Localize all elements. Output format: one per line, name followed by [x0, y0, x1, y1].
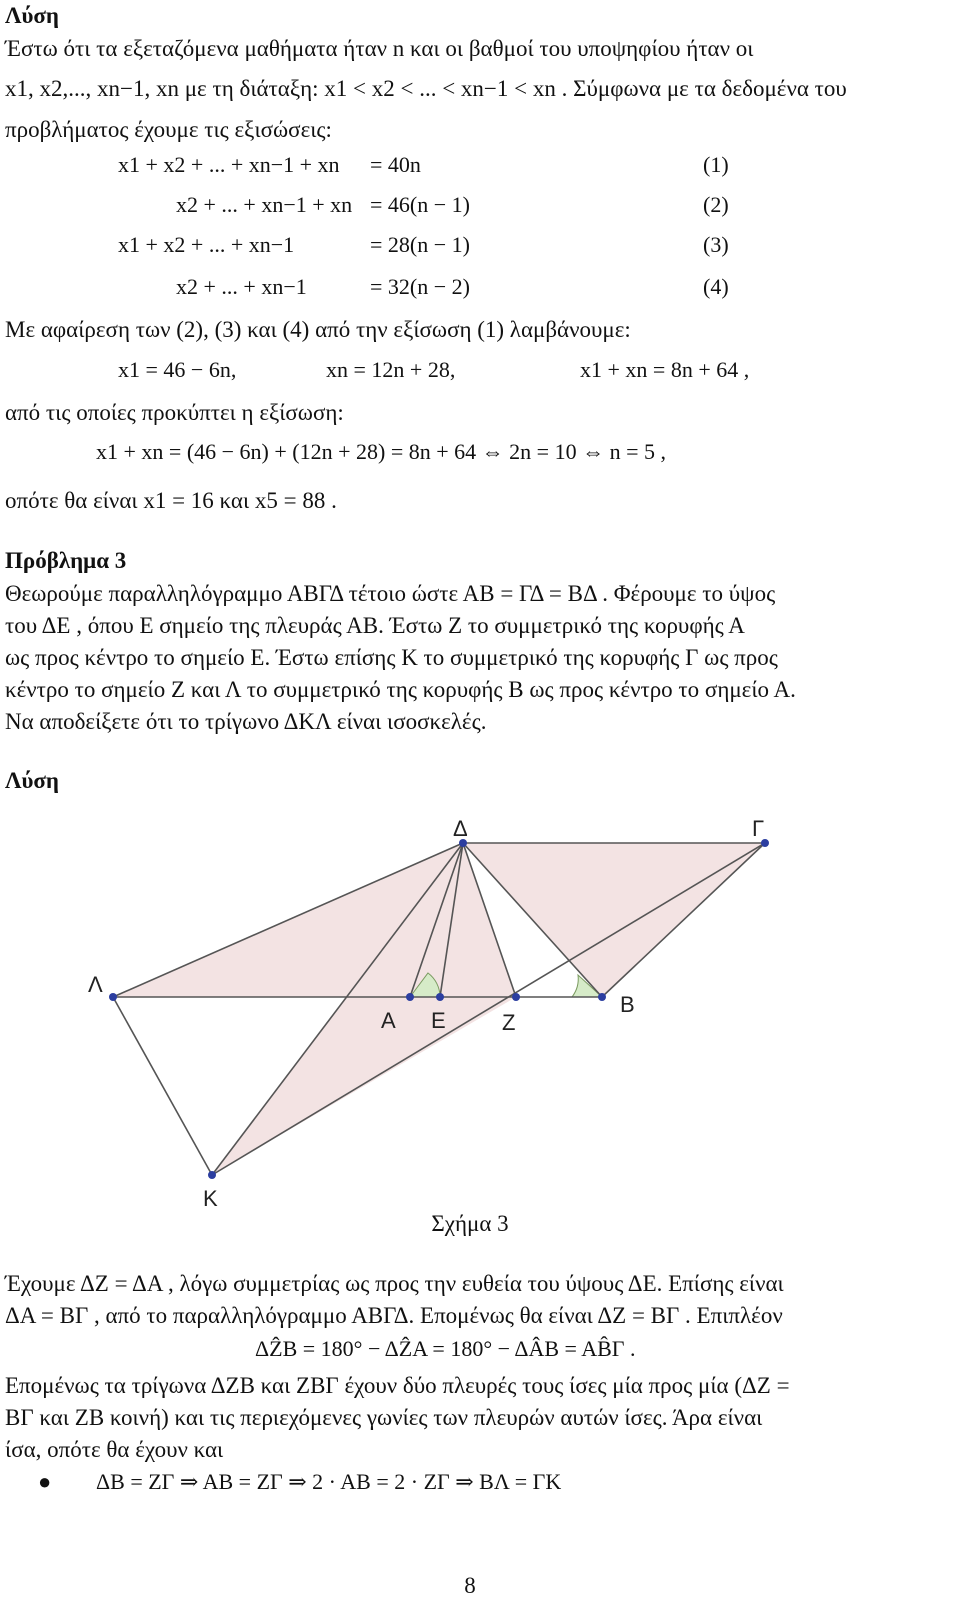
- equation-3-rhs: = 28(n − 1): [370, 232, 470, 257]
- problem-3-heading: Πρόβλημα 3: [5, 548, 127, 573]
- label-e: Ε: [431, 1008, 446, 1033]
- solution-heading-2: Λύση: [5, 768, 59, 793]
- equation-4-number: (4): [703, 274, 729, 299]
- label-l: Λ: [88, 972, 103, 997]
- solution1-paragraph-line-2: x1, x2,..., xn−1, xn με τη διάταξη: x1 < x2 < ... < xn−1 < xn . Σύμφωνα με τα δεδομένα του: [5, 76, 847, 101]
- problem-3-line-1: Θεωρούμε παραλληλόγραμμο ΑΒΓΔ τέτοιο ώστε ΑΒ = ΓΔ = ΒΔ . Φέρουμε το ύψος: [5, 581, 776, 606]
- solution2-line-4: Επομένως τα τρίγωνα ΔΖΒ και ΖΒΓ έχουν δύο πλευρές τους ίσες μία προς μία (ΔΖ =: [5, 1373, 790, 1398]
- solution1-conclusion: οπότε θα είναι x1 = 16 και x5 = 88 .: [5, 488, 337, 513]
- problem-3-line-5: Να αποδείξετε ότι το τρίγωνο ΔΚΛ είναι ισοσκελές.: [5, 709, 487, 734]
- equation-2-lhs: x2 + ... + xn−1 + xn: [176, 192, 353, 217]
- equation-3-number: (3): [703, 232, 729, 257]
- equation-1-rhs: = 40n: [370, 152, 421, 177]
- point-k: [208, 1171, 216, 1179]
- solution2-line-6: ίσα, οπότε θα έχουν και: [5, 1437, 224, 1462]
- bullet-equation: ΔΒ = ΖΓ ⇒ ΑΒ = ΖΓ ⇒ 2 · ΑΒ = 2 · ΖΓ ⇒ ΒΛ = ΓΚ: [96, 1469, 562, 1494]
- equation-4-rhs: = 32(n − 2): [370, 274, 470, 299]
- equation-1-lhs: x1 + x2 + ... + xn−1 + xn: [118, 152, 340, 177]
- solution1-paragraph-line-3: προβλήματος έχουμε τις εξισώσεις:: [5, 117, 332, 142]
- angle-equation: ΔẐΒ = 180° − ΔẐΑ = 180° − ΔÂΒ = ΑB̂Γ .: [255, 1336, 636, 1361]
- label-a: Α: [381, 1008, 396, 1033]
- label-k: Κ: [203, 1186, 218, 1211]
- label-g: Γ: [752, 816, 765, 841]
- bullet-icon: ●: [38, 1469, 52, 1494]
- equation-2-rhs: = 46(n − 1): [370, 192, 470, 217]
- solution-heading-1: Λύση: [5, 3, 59, 28]
- figure-caption: Σχήμα 3: [431, 1211, 509, 1236]
- label-d: Δ: [453, 816, 468, 841]
- label-z: Ζ: [502, 1010, 516, 1035]
- result-xn: xn = 12n + 28,: [326, 357, 456, 382]
- point-z: [512, 993, 520, 1001]
- combined-equation: x1 + xn = (46 − 6n) + (12n + 28) = 8n + 64 ⇔ 2n = 10 ⇔ n = 5 ,: [96, 439, 666, 464]
- problem-3-line-4: κέντρο το σημείο Ζ και Λ το συμμετρικό της κορυφής Β ως προς κέντρο το σημείο Α.: [5, 677, 796, 702]
- equation-4-lhs: x2 + ... + xn−1: [176, 274, 307, 299]
- label-b: Β: [620, 992, 635, 1017]
- solution2-line-5: ΒΓ και ΖΒ κοινή) και τις περιεχόμενες γωνίες των πλευρών αυτών ίσες. Άρα είναι: [5, 1405, 763, 1430]
- equation-2-number: (2): [703, 192, 729, 217]
- segment-lk: [113, 997, 212, 1175]
- solution1-paragraph-line-1: Έστω ότι τα εξεταζόμενα μαθήματα ήταν n και οι βαθμοί του υποψηφίου ήταν οι: [5, 36, 754, 61]
- result-x1: x1 = 46 − 6n,: [118, 357, 237, 382]
- problem-3-line-3: ως προς κέντρο το σημείο Ε. Έστω επίσης Κ το συμμετρικό της κορυφής Γ ως προς: [5, 645, 778, 670]
- solution1-paragraph-2: Με αφαίρεση των (2), (3) και (4) από την εξίσωση (1) λαμβάνουμε:: [5, 317, 631, 342]
- equation-1-number: (1): [703, 152, 729, 177]
- point-b: [598, 993, 606, 1001]
- point-a: [406, 993, 414, 1001]
- solution2-line-1: Έχουμε ΔΖ = ΔΑ , λόγω συμμετρίας ως προς την ευθεία του ύψους ΔΕ. Επίσης είναι: [5, 1271, 784, 1296]
- segment-gk: [212, 843, 765, 1175]
- point-l: [109, 993, 117, 1001]
- point-e: [436, 993, 444, 1001]
- solution2-line-2: ΔΑ = ΒΓ , από το παραλληλόγραμμο ΑΒΓΔ. Επομένως θα είναι ΔΖ = ΒΓ . Επιπλέον: [5, 1303, 783, 1328]
- result-sum: x1 + xn = 8n + 64 ,: [580, 357, 750, 382]
- page-number: 8: [464, 1573, 476, 1598]
- problem-3-line-2: του ΔΕ , όπου Ε σημείο της πλευράς ΑΒ. Έστω Ζ το συμμετρικό της κορυφής Α: [5, 613, 745, 638]
- solution1-paragraph-3: από τις οποίες προκύπτει η εξίσωση:: [5, 400, 344, 425]
- equation-3-lhs: x1 + x2 + ... + xn−1: [118, 232, 295, 257]
